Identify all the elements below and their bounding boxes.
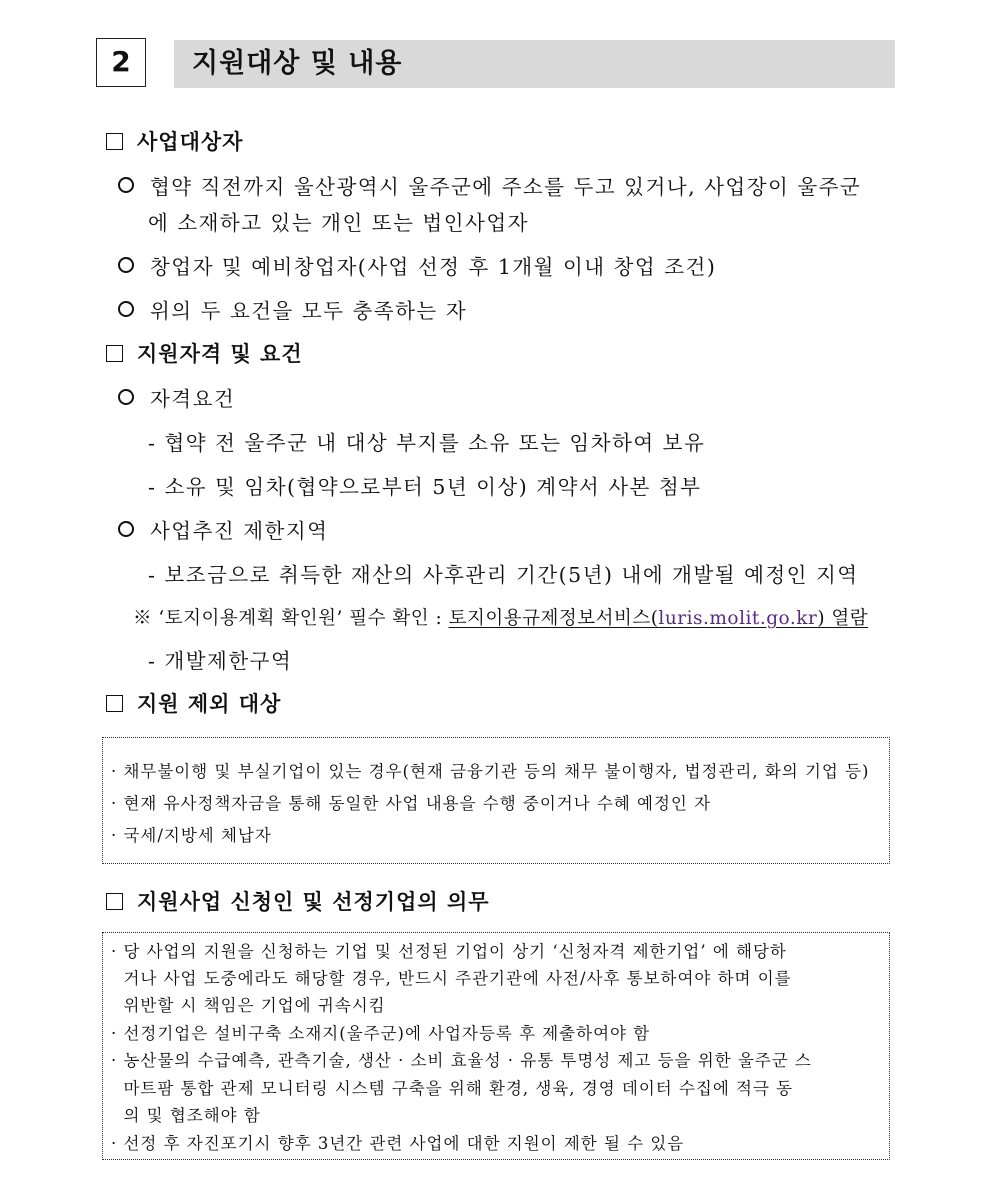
reference-note (133, 604, 868, 630)
dash-item: - 보조금으로 취득한 재산의 사후관리 기간(5년) 내에 개발될 예정인 지역 (148, 563, 859, 587)
circle-bullet-icon (118, 177, 134, 193)
dash-item: - 소유 및 임차(협약으로부터 5년 이상) 계약서 사본 첨부 (148, 475, 702, 499)
obligation-line: · 당 사업의 지원을 신청하는 기업 및 선정된 기업이 상기 ‘신청자격 제한기업’ 에 해당하 (111, 942, 787, 961)
dash-item: - 개발제한구역 (148, 649, 293, 673)
heading-text: 사업대상자 (137, 129, 244, 154)
heading-qualification (106, 338, 303, 368)
circle-bullet-icon (118, 521, 134, 537)
obligation-line: 위반할 시 책임은 기업에 귀속시킴 (111, 996, 386, 1015)
bullet-item (118, 382, 235, 412)
circle-bullet-icon (118, 389, 134, 405)
section-title: 지원대상 및 내용 (174, 40, 895, 88)
heading-exclusion (106, 688, 281, 718)
checkbox-square-icon (106, 133, 123, 150)
obligation-line: 마트팜 통합 관제 모니터링 시스템 구축을 위해 환경, 생육, 경영 데이터 수집에 적극 동 (111, 1079, 794, 1098)
bullet-item (118, 514, 328, 544)
circle-bullet-icon (118, 301, 134, 317)
bullet-text: 협약 직전까지 울산광역시 울주군에 주소를 두고 있거나, 사업장이 울주군 (150, 175, 862, 199)
obligation-line: · 선정기업은 설비구축 소재지(울주군)에 사업자등록 후 제출하여야 함 (111, 1024, 651, 1043)
heading-text: 지원자격 및 요건 (137, 341, 303, 366)
obligation-box (102, 932, 890, 1160)
obligation-line: · 선정 후 자진포기시 향후 3년간 관련 사업에 대한 지원이 제한 될 수 있음 (111, 1134, 685, 1153)
heading-obligation (106, 886, 490, 916)
obligation-line: 거나 사업 도중에라도 해당할 경우, 반드시 주관기관에 사전/사후 통보하여야 하며 이를 (111, 969, 792, 988)
bullet-text: 자격요건 (150, 387, 236, 411)
heading-business-target (106, 126, 243, 156)
link-label: 토지이용규제정보서비스( (448, 608, 659, 629)
circle-bullet-icon (118, 257, 134, 273)
checkbox-square-icon (106, 695, 123, 712)
dash-item: - 협약 전 울주군 내 대상 부지를 소유 또는 임차하여 보유 (148, 431, 706, 455)
exclusion-item: · 국세/지방세 체납자 (111, 826, 272, 845)
bullet-item (118, 294, 467, 324)
obligation-line: · 농산물의 수급예측, 관측기술, 생산 · 소비 효율성 · 유통 투명성 제고 등을 위한 울주군 스 (111, 1051, 812, 1070)
link-url: luris.molit.go.kr (658, 608, 818, 629)
bullet-item (118, 250, 716, 280)
luris-link[interactable] (449, 608, 869, 629)
exclusion-item: · 채무불이행 및 부실기업이 있는 경우(현재 금융기관 등의 채무 불이행자, 법정관리, 화의 기업 등) (111, 762, 870, 781)
obligation-line: 의 및 협조해야 함 (111, 1106, 261, 1125)
bullet-text: 사업추진 제한지역 (150, 519, 329, 543)
heading-text: 지원 제외 대상 (137, 691, 282, 716)
checkbox-square-icon (106, 345, 123, 362)
section-number: 2 (96, 38, 146, 87)
bullet-text: 위의 두 요건을 모두 충족하는 자 (150, 299, 468, 323)
bullet-continuation: 에 소재하고 있는 개인 또는 법인사업자 (148, 211, 529, 235)
note-prefix: ※ ‘토지이용계획 확인원’ 필수 확인 : (133, 608, 449, 629)
bullet-item (118, 170, 861, 200)
exclusion-item: · 현재 유사정책자금을 통해 동일한 사업 내용을 수행 중이거나 수혜 예정인 자 (111, 794, 712, 813)
bullet-text: 창업자 및 예비창업자(사업 선정 후 1개월 이내 창업 조건) (150, 255, 717, 279)
heading-text: 지원사업 신청인 및 선정기업의 의무 (137, 889, 490, 914)
exclusion-box (102, 737, 890, 864)
link-suffix: ) 열람 (817, 608, 869, 629)
checkbox-square-icon (106, 893, 123, 910)
